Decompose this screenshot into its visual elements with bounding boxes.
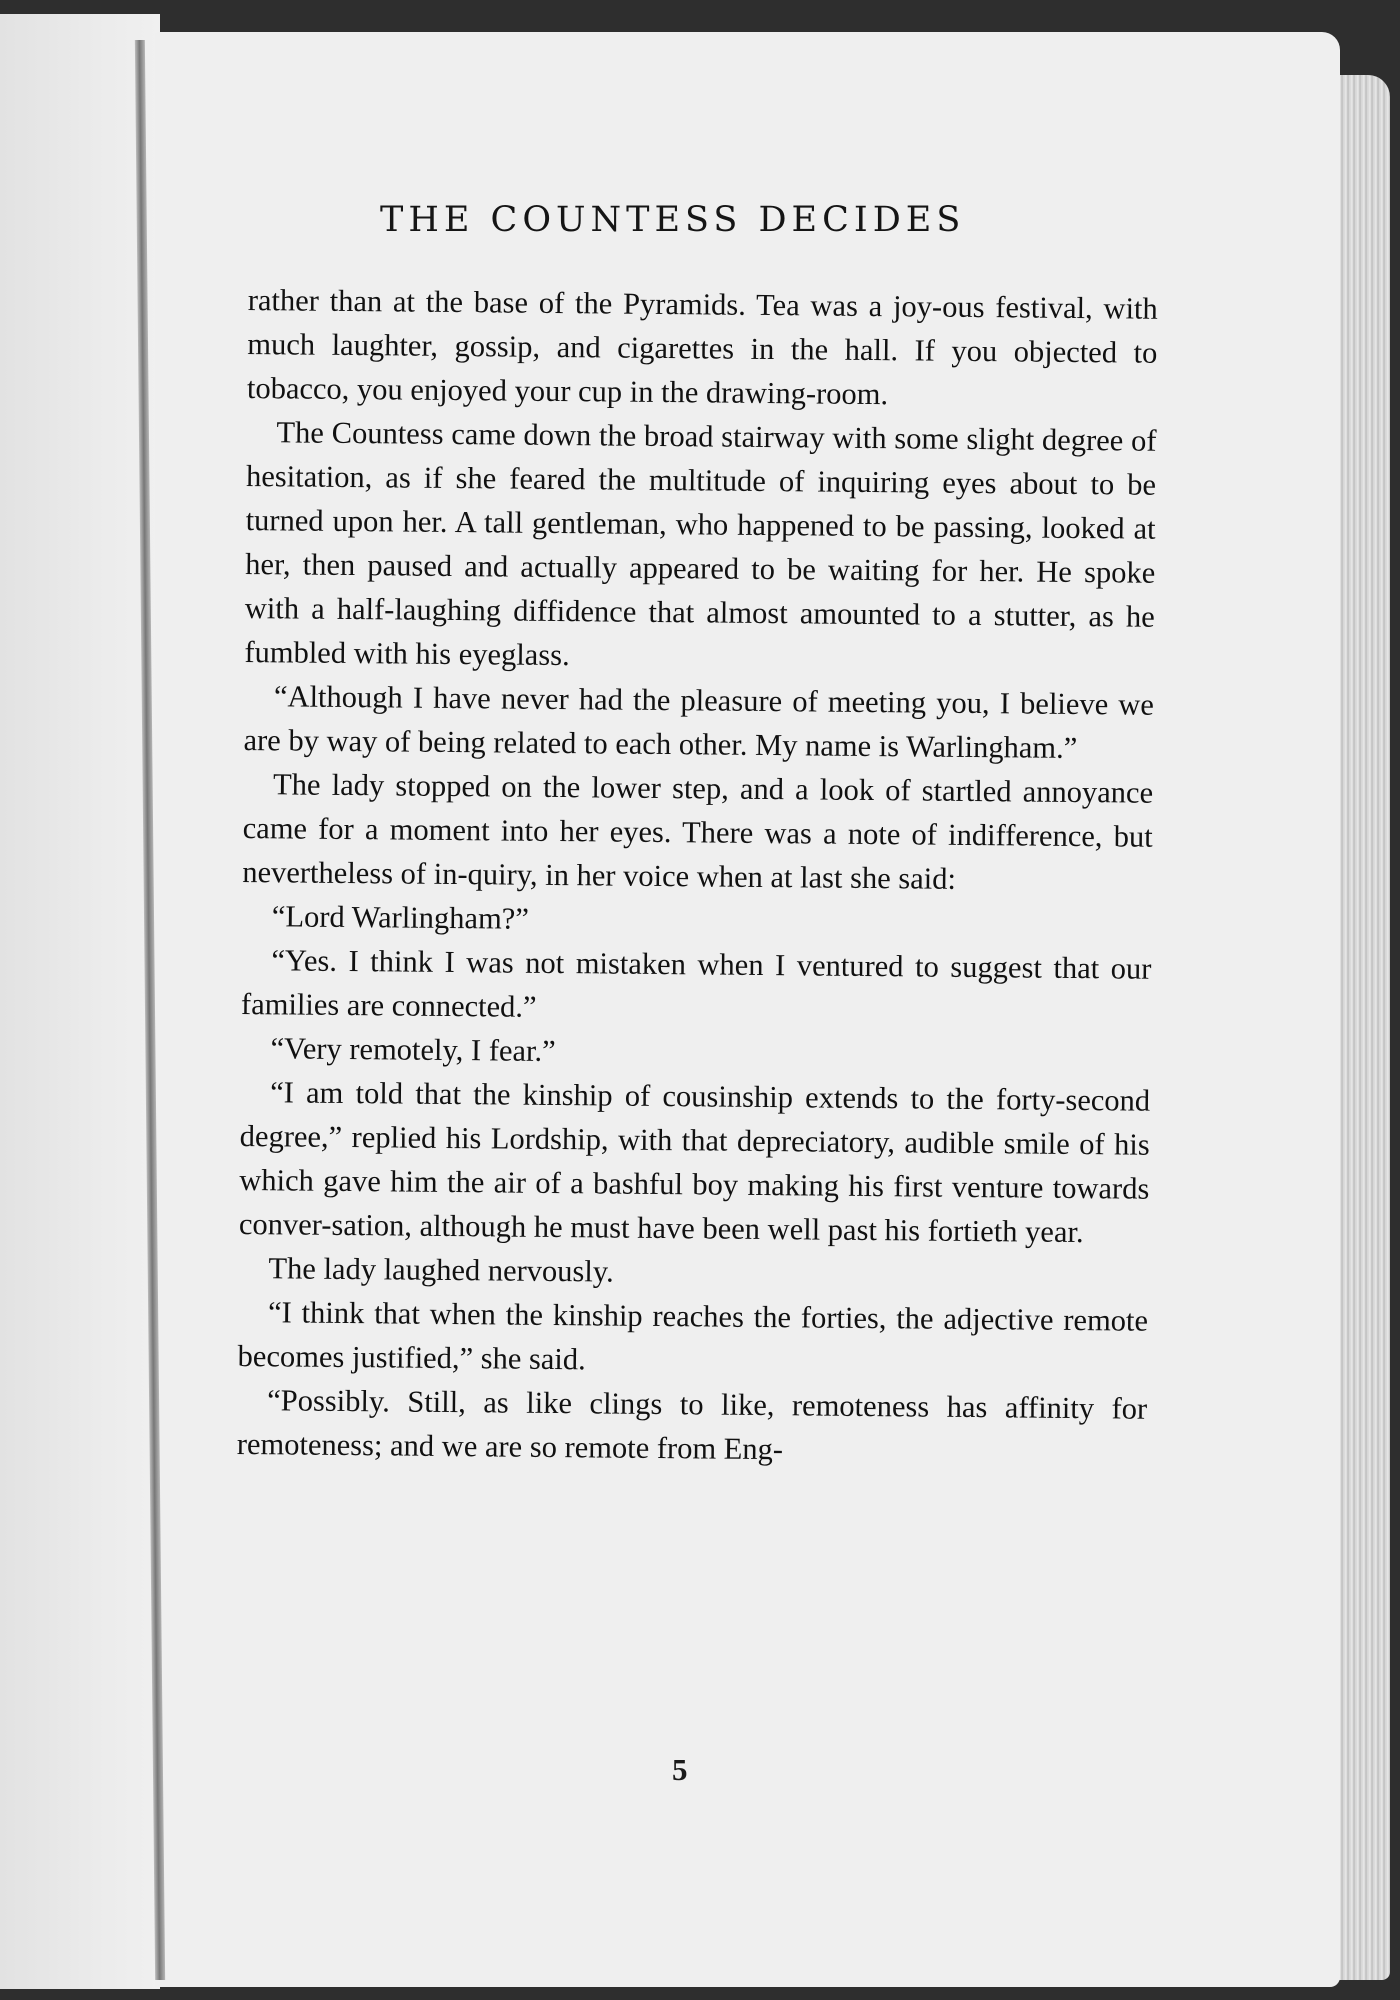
paragraph: “Very remotely, I fear.”: [270, 1031, 556, 1068]
paragraph: “Possibly. Still, as like clings to like, remoteness has affinity for remoteness; and we are so remote from Eng-: [236, 1383, 1148, 1467]
facing-page-edge: [0, 14, 160, 1989]
paragraph: The lady laughed nervously.: [268, 1251, 614, 1289]
paragraph: The lady stopped on the lower step, and a look of startled annoyance came for a moment into her eyes. There was a note of indifference, but nevertheless of in-quiry, in her voice when at last she said:: [242, 767, 1154, 896]
paragraph: “I am told that the kinship of cousinship extends to the forty-second degree,” replied his Lordship, with that depreciatory, audible smile of his which gave him the air of a bashful boy making his first venture towards conver-sation, although he must have been well past his fortieth year.: [238, 1075, 1151, 1250]
body-text: [237, 278, 1158, 1475]
paragraph: “I think that when the kinship reaches the forties, the adjective remote becomes justified,” she said.: [237, 1295, 1149, 1377]
paragraph: “Yes. I think I was not mistaken when I ventured to suggest that our families are connected.”: [240, 943, 1152, 1024]
running-head: THE COUNTESS DECIDES: [380, 200, 966, 240]
page-stack-edge: [1332, 75, 1390, 1980]
page-number: 5: [672, 1752, 688, 1787]
paragraph: The Countess came down the broad stairway with some slight degree of hesitation, as if she feared the multitude of inquiring eyes about to be turned upon her. A tall gentleman, who happened to be passing, looked at her, then paused and actually appeared to be waiting for her. He spoke with a half-laughing diffidence that almost amounted to a stutter, as he fumbled with his eyeglass.: [244, 415, 1157, 673]
paragraph: “Although I have never had the pleasure of meeting you, I believe we are by way of being related to each other. My name is Warlingham.”: [243, 679, 1155, 765]
paragraph: rather than at the base of the Pyramids. Tea was a joy-ous festival, with much laughter, gossip, and cigarettes in the hall. If you objected to tobacco, you enjoyed your cup in the drawing-room.: [246, 282, 1158, 412]
paragraph: “Lord Warlingham?”: [271, 899, 530, 936]
